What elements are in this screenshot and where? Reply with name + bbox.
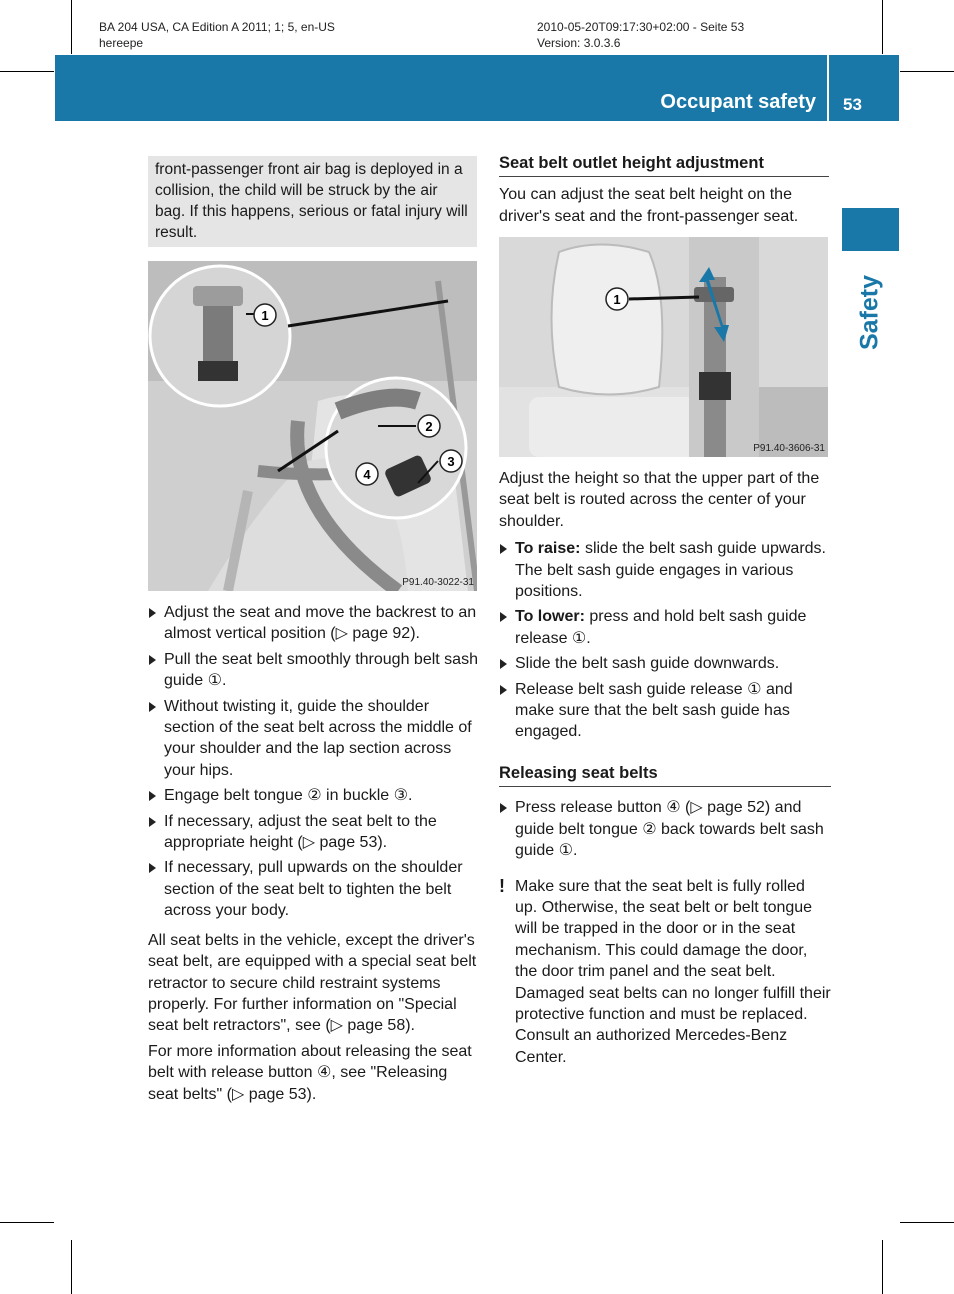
figure-seat-belt xyxy=(148,261,477,591)
print-meta-right xyxy=(537,19,744,51)
crop-mark xyxy=(882,1240,883,1294)
chapter-label: Safety xyxy=(855,274,884,351)
step-text: Slide the belt sash guide downwards. xyxy=(515,655,780,673)
crop-mark xyxy=(882,0,883,54)
step-label: To lower: xyxy=(515,608,585,626)
print-meta-left xyxy=(99,19,335,51)
list-item: Press release button ④ (▷ page 52) and guide belt tongue ② back towards belt sash guide ①. xyxy=(499,797,831,861)
banner-divider xyxy=(827,55,829,121)
paragraph: For more information about releasing the seat belt with release button ④, see "Releasing seat belts" (▷ page 53). xyxy=(148,1042,472,1103)
fig1-callout-2: 2 xyxy=(425,419,433,434)
belt-height-illustration xyxy=(499,237,828,457)
list-item: If necessary, adjust the seat belt to the appropriate height (▷ page 53). xyxy=(148,811,480,854)
instruction-list xyxy=(148,602,480,922)
seat-belt-illustration xyxy=(148,261,477,591)
paragraph: You can adjust the seat belt height on the driver's seat and the front-passenger seat. xyxy=(499,186,799,225)
fig1-callout-1: 1 xyxy=(261,308,269,323)
left-column-text xyxy=(148,602,480,1109)
list-item xyxy=(499,679,831,743)
figure-code: P91.40-3022-31 xyxy=(402,577,474,588)
crop-mark xyxy=(900,1222,954,1223)
meta-right-line2: Version: 3.0.3.6 xyxy=(537,36,621,50)
list-item xyxy=(499,606,831,649)
fig2-callout-1: 1 xyxy=(613,292,621,307)
list-item: Without twisting it, guide the shoulder section of the seat belt across the middle of your shoulder and the lap section across your hips. xyxy=(148,696,480,782)
note-text: Make sure that the seat belt is fully rolled up. Otherwise, the seat belt or belt tongue will be trapped in the door or in the seat mechanism. This could damage the door, the door trim panel and the seat belt. Damaged seat belts can no longer fulfill their protective function and must be replaced. Consult an authorized Mercedes-Benz Center. xyxy=(515,877,831,1066)
meta-left-line1: BA 204 USA, CA Edition A 2011; 1; 5, en-US xyxy=(99,20,335,34)
step-label: To raise: xyxy=(515,540,581,558)
list-item: Pull the seat belt smoothly through belt sash guide ①. xyxy=(148,649,480,692)
paragraph: Adjust the height so that the upper part of the seat belt is routed across the center of your shoulder. xyxy=(499,470,820,530)
section-heading: Seat belt outlet height adjustment xyxy=(499,153,829,177)
crop-mark xyxy=(0,71,54,72)
list-item: Adjust the seat and move the backrest to an almost vertical position (▷ page 92). xyxy=(148,602,480,645)
page-number: 53 xyxy=(843,95,862,114)
instruction-list xyxy=(499,538,831,743)
crop-mark xyxy=(71,0,72,54)
section-heading: Releasing seat belts xyxy=(499,763,831,787)
list-item xyxy=(499,538,831,602)
caution-note xyxy=(499,876,831,1069)
list-item xyxy=(499,653,831,674)
instruction-list xyxy=(499,797,831,861)
crop-mark xyxy=(0,1222,54,1223)
list-item: If necessary, pull upwards on the shoulder section of the seat belt to tighten the belt across your body. xyxy=(148,857,480,921)
fig1-callout-3: 3 xyxy=(447,454,455,469)
meta-right-line1: 2010-05-20T09:17:30+02:00 - Seite 53 xyxy=(537,20,745,34)
section-title: Occupant safety xyxy=(660,91,816,113)
header-banner xyxy=(55,55,899,121)
warning-box: front-passenger front air bag is deployed in a collision, the child will be struck by the air bag. If this happens, serious or fatal injury will result. xyxy=(148,156,477,247)
step-text: Release belt sash guide release ① and make sure that the belt sash guide has engaged. xyxy=(515,680,793,741)
meta-left-line2: hereepe xyxy=(99,36,144,50)
right-column xyxy=(499,153,829,231)
left-column xyxy=(148,156,477,247)
crop-mark xyxy=(900,71,954,72)
list-item: Engage belt tongue ② in buckle ③. xyxy=(148,785,480,806)
step-text: slide the belt sash guide upwards. The belt sash guide engages in various positions. xyxy=(515,540,826,601)
figure-belt-height xyxy=(499,237,828,457)
chapter-tab xyxy=(842,208,899,251)
paragraph: All seat belts in the vehicle, except the driver's seat belt, are equipped with a special seat belt retractor to secure child restraint systems properly. For further information on "Special seat belt retractors", see (▷ page 58). xyxy=(148,931,477,1035)
crop-mark xyxy=(71,1240,72,1294)
figure-code: P91.40-3606-31 xyxy=(753,443,825,454)
right-column-text xyxy=(499,468,831,1068)
fig1-callout-4: 4 xyxy=(363,467,371,482)
exclamation-icon: ! xyxy=(499,875,505,896)
step-text: press and hold belt sash guide release ①. xyxy=(515,608,807,647)
